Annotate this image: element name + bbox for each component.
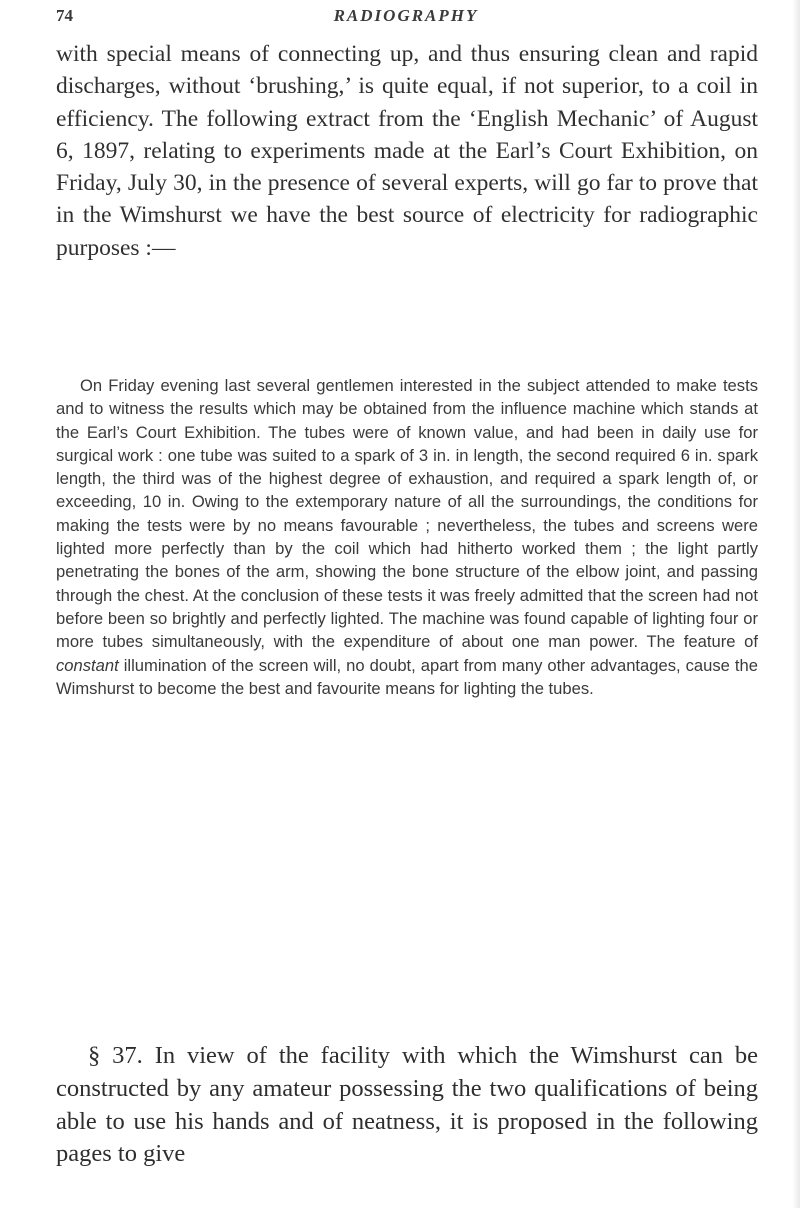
page-edge-shadow	[792, 0, 800, 1208]
section-text: In view of the facility with which the Wimshurst can be constructed by any amateur possessing the two qualifications of being able to use his hands and of neatness, it is proposed in the following pages to give	[56, 1042, 759, 1168]
section-37-paragraph	[56, 1040, 758, 1171]
quote-italic-word: constant	[56, 655, 119, 675]
page-header	[56, 6, 756, 32]
quote-text-end: illumination of the screen will, no doubt, apart from many other advantages, cause the Wimshurst to become the best and favourite means for lighting the tubes.	[56, 655, 758, 698]
quoted-extract	[56, 374, 758, 700]
running-head: RADIOGRAPHY	[333, 6, 479, 25]
body-paragraph: with special means of connecting up, and thus ensuring clean and rapid discharges, without ‘brushing,’ is quite equal, if not superior, to a coil in efficiency. The following extract from the ‘English Mechanic’ of August 6, 1897, relating to experiments made at the Earl’s Court Exhibition, on Friday, July 30, in the presence of several experts, will go far to prove that in the Wimshurst we have the best source of electricity for radiographic purposes :—	[56, 41, 758, 261]
section-number: § 37.	[88, 1042, 143, 1069]
page-number: 74	[56, 6, 73, 25]
quote-text-start: On Friday evening last several gentlemen interested in the subject attended to make tests and to witness the results which may be obtained from the influence machine which stands at the Earl’s Court Exhibition. The tubes were of known value, and had been in daily use for surgical work : one tube was suited to a spark of 3 in. in length, the second required 6 in. spark length, the third was of the highest degree of exhaustion, and required a spark length of, or exceeding, 10 in. Owing to the extemporary nature of all the surroundings, the conditions for making the tests were by no means favourable ; nevertheless, the tubes and screens were lighted more perfectly than by the coil which had hitherto worked them ; the light partly penetrating the bones of the arm, showing the bone structure of the elbow joint, and passing through the chest. At the conclusion of these tests it was freely admitted that the screen had not before been so brightly and perfectly lighted. The machine was found capable of lighting four or more tubes simultaneously, with the expenditure of about one man power. The feature of	[56, 376, 758, 652]
